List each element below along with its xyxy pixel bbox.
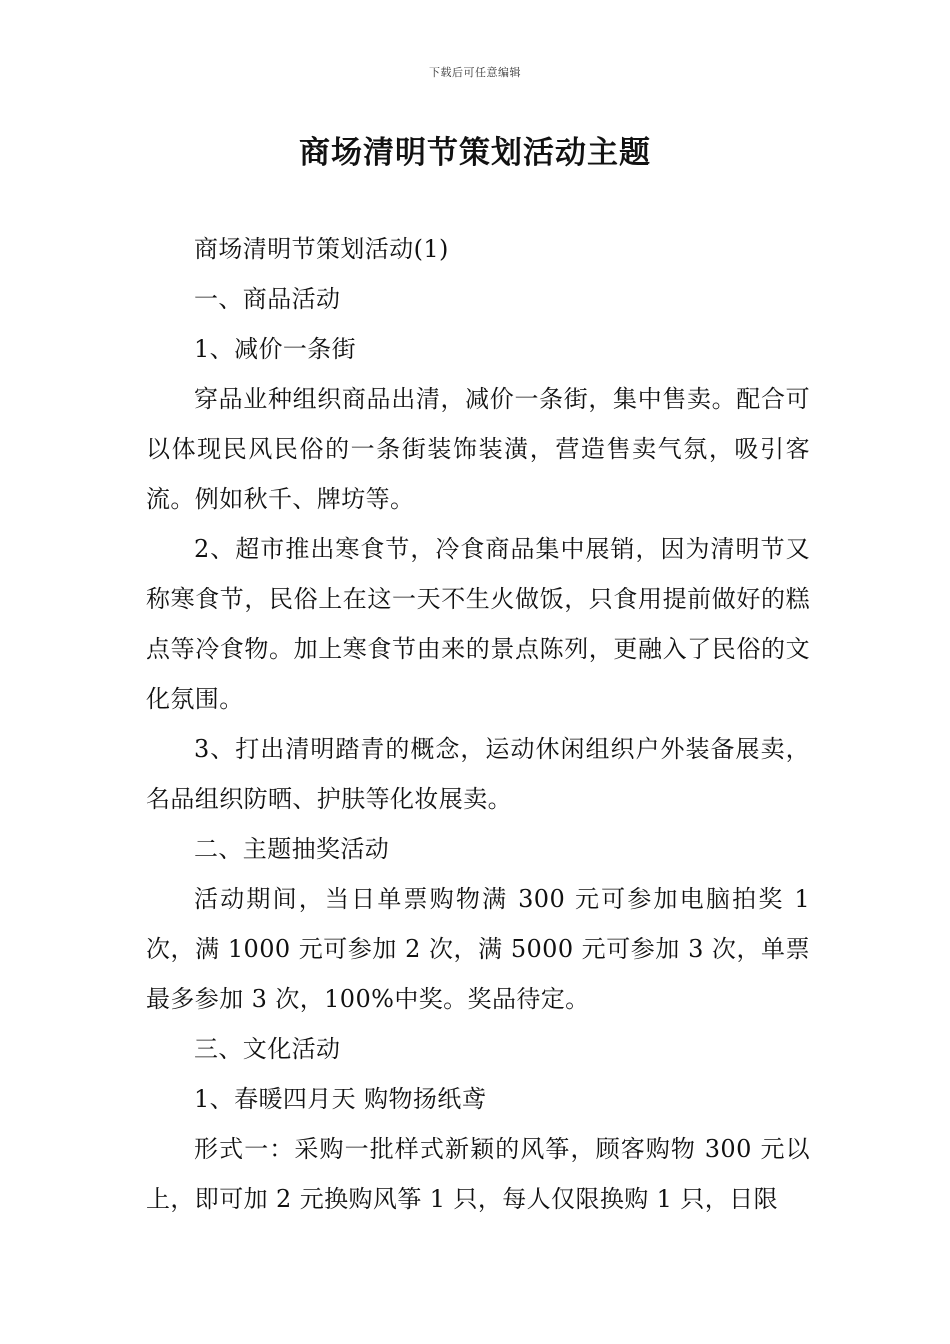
item-heading: 1、减价一条街: [194, 335, 357, 363]
item-heading: 1、春暖四月天 购物扬纸鸢: [194, 1085, 487, 1113]
document-body: [146, 224, 810, 1224]
paragraph: 穿品业种组织商品出清，减价一条街，集中售卖。配合可以体现民风民俗的一条街装饰装潢，营造售卖气氛，吸引客流。例如秋千、牌坊等。: [146, 385, 810, 513]
section-heading-3: 三、文化活动: [194, 1035, 341, 1063]
paragraph: 2、超市推出寒食节，冷食商品集中展销，因为清明节又称寒食节，民俗上在这一天不生火做饭，只食用提前做好的糕点等冷食物。加上寒食节由来的景点陈列，更融入了民俗的文化氛围。: [146, 535, 810, 713]
paragraph: 活动期间，当日单票购物满 300 元可参加电脑拍奖 1 次，满 1000 元可参加 2 次，满 5000 元可参加 3 次，单票最多参加 3 次，100%中奖。奖品待定。: [146, 885, 810, 1013]
paragraph: 形式一：采购一批样式新颖的风筝，顾客购物 300 元以上，即可加 2 元换购风筝 1 只，每人仅限换购 1 只，日限: [146, 1135, 810, 1213]
subtitle-paragraph: 商场清明节策划活动(1): [194, 235, 449, 263]
section-heading-1: 一、商品活动: [194, 285, 341, 313]
document-title: 商场清明节策划活动主题: [299, 135, 651, 171]
section-heading-2: 二、主题抽奖活动: [194, 835, 390, 863]
header-note: 下载后可任意编辑: [429, 66, 521, 79]
paragraph: 3、打出清明踏青的概念，运动休闲组织户外装备展卖，名品组织防晒、护肤等化妆展卖。: [146, 735, 810, 813]
